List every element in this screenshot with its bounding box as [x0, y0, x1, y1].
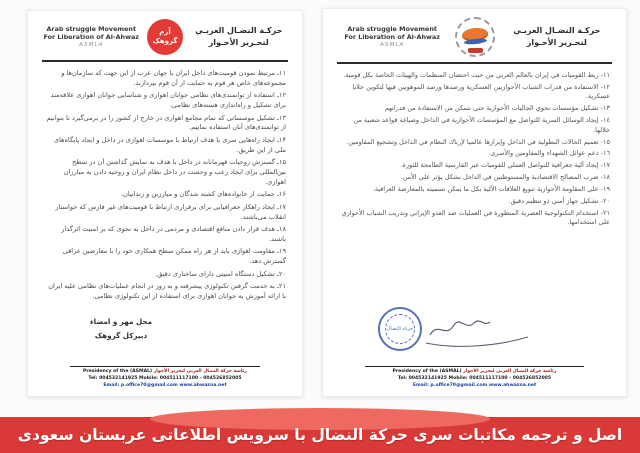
secretary-general-label: دبیرکل گروهک	[94, 330, 148, 340]
list-item: ۱۸ـ هدف قرار دادن منافع اقتصادی و مردمی در داخل به نحوی که بر امنیت اثرگذار باشند.	[61, 224, 286, 243]
list-item: ١٢- الاستفادة من قدرات الشباب الأحوازيين العسكرية ورصدها ورصد الموهوبين فيها لتكوين خلايا عسكرية.	[352, 82, 610, 101]
list-item: ۱۷ـ ایجاد راهکار جغرافیایی برای برقراری ارتباط با قومیت‌های غیر فارس که خواستار انقلاب می‌باشند.	[55, 202, 286, 221]
signature-block	[76, 315, 166, 342]
org-acronym: ASMLA	[380, 41, 405, 48]
list-item: ١٥- تعميم الحالات البطولية في الداخل وإبرازها عالميا لإرباك النظام في الداخل وتشجيع المقاومين.	[346, 137, 610, 146]
page-footer	[28, 366, 302, 390]
footer-tel-line: Tel: 004532141925 Mobile: 004511117100 - 004526852005	[397, 376, 552, 382]
list-item: ١٧- إيجاد آلية جغرافية للتواصل العملي للقوميات غير الفارسية الطامحة للثورة.	[400, 161, 610, 170]
logo-slot	[143, 19, 188, 55]
footer-en-title: Presidency of the (ASMAL)	[83, 369, 153, 375]
footer-rule	[365, 366, 584, 367]
list-item: ١٤- إيجاد الوسائل السرية للتواصل مع المؤسسات الأحوازية في الداخل وصياغة قواعد شعبية من خلالها.	[353, 116, 610, 134]
footer-email-line: Email: p.office70@gmail.com www.ahwazna.net	[412, 383, 537, 389]
list-item: ۱۶ـ حمایت از خانواده‌های کشته شدگان و مبارزین و زندانیان.	[120, 190, 286, 199]
asmla-emblem-icon	[455, 17, 495, 57]
footer-ar-title: رئاسة حركة النضال العربي لتحرير الأحواز	[463, 369, 557, 375]
list-item: ۱۱ـ مرتبط نمودن قومیت‌های داخل ایران با جهان عرب از این جهت که سازمان‌ها و مجموعه‌های خاص هر قوم به حمایت از آن قوم بپردازند.	[61, 69, 286, 87]
letterhead	[28, 11, 302, 57]
org-name-ar-line2: لتحـرير الأحـواز	[208, 38, 269, 47]
badge-line1: آرم	[159, 27, 171, 36]
blue-stamp-icon	[378, 307, 422, 351]
stamp-text: حركة النضال	[385, 314, 415, 344]
numbered-list-arabic	[323, 69, 626, 228]
logo-slot	[449, 17, 499, 57]
list-item: ۲۱ـ به خدمت گرفتن تکنولوژی پیشرفته و به روز در انجام عملیات‌های نظامی علیه ایران با ارائه آموزش به جوانان اهوازی برای استفاده از این تکنولوژی نظامی.	[48, 281, 286, 300]
footer-en-title: Presidency of the (ASMAL)	[392, 369, 462, 375]
list-item: ۱۵ـ گسترش روحیات قهرمانانه در داخل با هدف به نمایش گذاشتن آن در سطح بین‌المللی برای ایجاد رعب و وحشت در داخل نظام ایران و روحیه دادن به مبارزان اهوازی.	[63, 158, 286, 186]
list-item: ١٨- ضرب المصالح الاقتصادية والمستوطنين في الداخل بشكل يؤثر على الأمن.	[400, 173, 610, 182]
org-name-en-line2: For Liberation of Al-Ahwaz	[43, 33, 140, 42]
numbered-list-persian	[28, 67, 302, 302]
list-item: ۱۴ـ ایجاد راه‌هایی سری با هدف ارتباط با موسسات اهوازی در داخل و ایجاد پایگاه‌های ملی از این طریق.	[53, 135, 286, 154]
org-name-en-line2: For Liberation of Al-Ahwaz	[344, 33, 440, 42]
list-item: ۱۲ـ استفاده از توانمندی‌های نظامی جوانان اهوازی و شناسایی جوانان اهوازی علاقه‌مند برای تشکیل و راه‌اندازی هسته‌های نظامی.	[50, 91, 286, 110]
logo-placeholder-badge-icon	[147, 19, 183, 55]
badge-line2: گروهک	[152, 37, 178, 45]
footer-rule	[70, 366, 260, 367]
letterhead-english	[40, 25, 143, 50]
caption-banner	[0, 417, 640, 453]
org-name-en-line1: Arab struggle Movement	[46, 24, 137, 33]
list-item: ٢١- استخدام التكنولوجية العصرية المتطورة في العمليات ضد العدو الإيراني وتدريب الشباب الأحوازي على استخدامها.	[341, 209, 610, 227]
document-page-persian	[27, 10, 303, 397]
list-item: ٢٠- تشكيل جهاز أمني ذو تنظيم دقيق.	[508, 197, 610, 206]
letterhead-arabic	[188, 25, 291, 49]
list-item: ۱۳ـ تشکیل موسساتی که تمام مجامع اهوازی در خارج از کشور را در برمی‌گیرد تا بتوانیم از توانمندی‌های آنان استفاده نماییم.	[46, 113, 286, 132]
emblem-ribbon	[468, 48, 483, 53]
list-item: ۱۹ـ مقاومت اهوازی باید از هر راه ممکن سطح همکاری خود را با معارضین عراقی گسترش دهد.	[62, 247, 286, 266]
list-item: ١٣- تشكيل مؤسسات تحوي الجاليات الأحوازية حتى نتمكن من الاستفادة من قدراتهم	[384, 104, 610, 113]
signature-icon	[424, 313, 534, 349]
stamp-place-label: محل مهر و امضاء	[89, 317, 153, 326]
list-item: ۲۰ـ تشکیل دستگاه امنیتی دارای ساختاری دقیق.	[155, 269, 286, 278]
letterhead-arabic	[500, 25, 614, 49]
footer-ar-title: رئاسة حركة النضال العربي لتحرير الأحواز	[153, 369, 247, 375]
list-item: ١١- ربط القوميات في إيران بالعالم العربي من حيث احتضان المنظمات والهيئات الخاصة بكل قومية.	[343, 71, 610, 79]
header-rule	[337, 62, 612, 64]
org-name-en-line1: Arab struggle Movement	[347, 24, 437, 33]
org-name-ar-line1: حركـة النضـال العربـي	[195, 26, 283, 35]
document-page-arabic	[322, 8, 627, 397]
footer-email-line: Email: p.office70@gmail.com www.ahwazna.net	[103, 383, 227, 389]
header-rule	[42, 60, 288, 62]
caption-text: اصل و ترجمه مکاتبات سری حرکة النضال با سرویس اطلاعاتی عربستان سعودی	[17, 426, 623, 444]
letterhead	[323, 9, 626, 59]
org-acronym: ASMLA	[79, 41, 104, 48]
org-name-ar-line1: حركـة النضـال العربـي	[513, 26, 601, 35]
list-item: ١٦- دعم عوائل الشهداء والمقاومين والأسرى.	[488, 149, 610, 158]
org-name-ar-line2: لتحـرير الأحـواز	[526, 38, 587, 47]
list-item: ١٩- على المقاومة الأحوازية تنويع العلاقات الآلية بكل ما يمكن تسميته بالمعارضة العراقية.	[372, 185, 610, 194]
stamp-and-signature	[378, 305, 558, 357]
letterhead-english	[335, 25, 449, 50]
page-footer	[323, 366, 626, 390]
footer-tel-line: Tel: 004532141925 Mobile: 004511117100 - 004526852005	[88, 376, 242, 382]
